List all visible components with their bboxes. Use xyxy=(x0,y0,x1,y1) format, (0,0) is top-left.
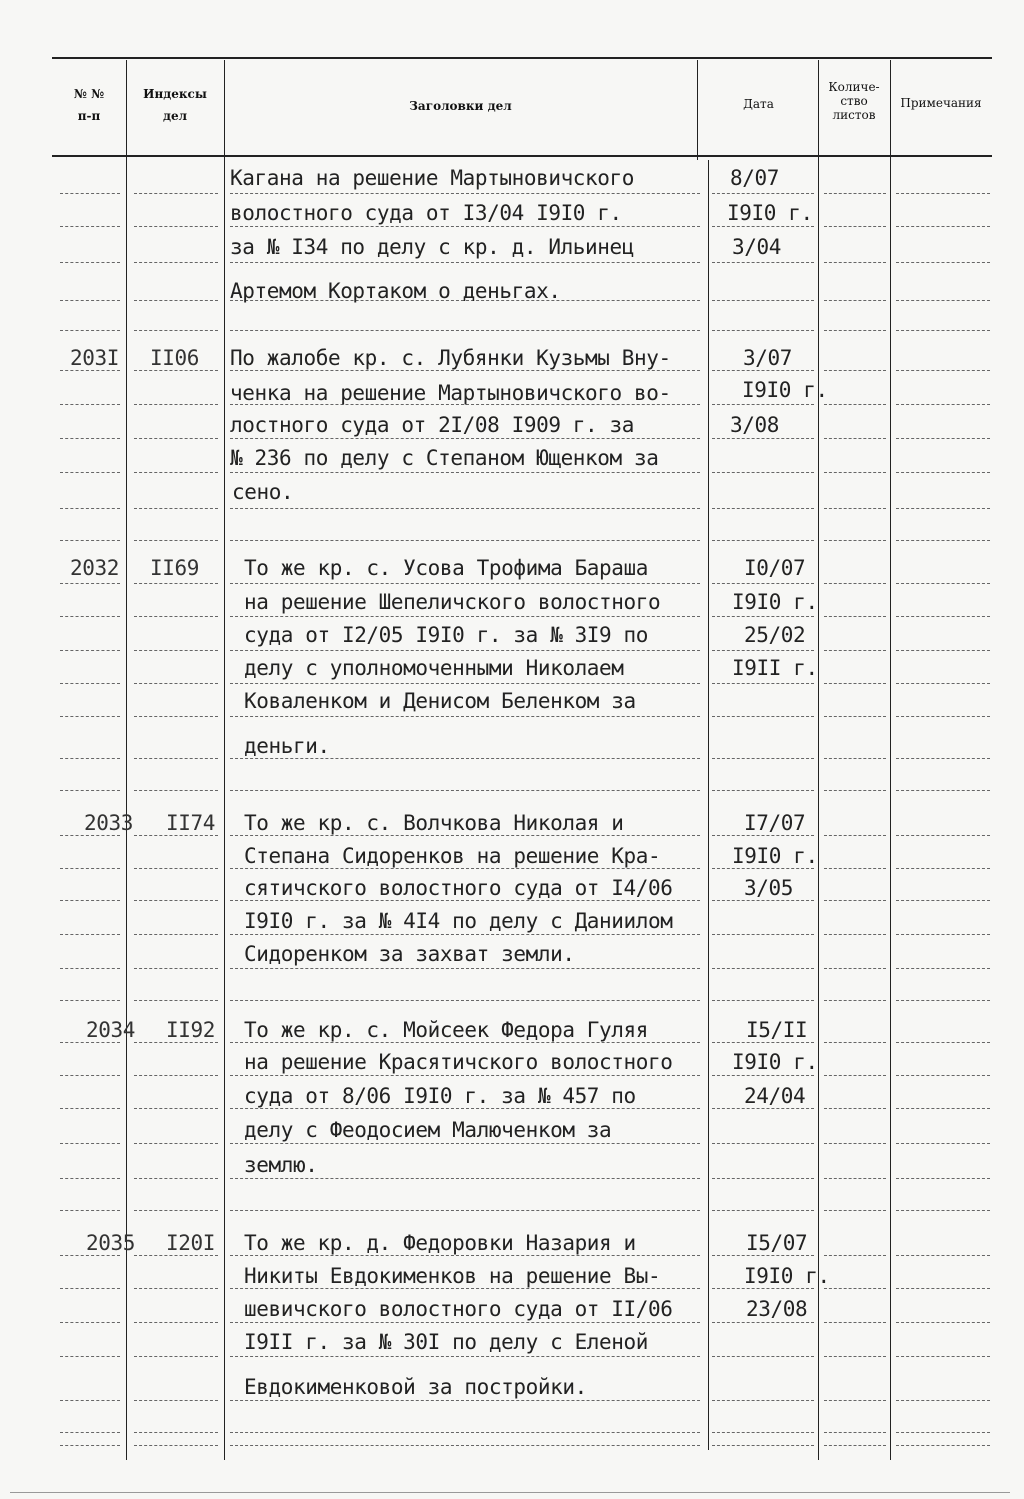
ruled-line xyxy=(896,330,990,331)
ruled-line xyxy=(896,1288,990,1289)
ruled-line xyxy=(896,1322,990,1323)
ruled-line xyxy=(60,900,120,901)
entry-date-line: 23/08 xyxy=(746,1297,808,1321)
ruled-line xyxy=(896,438,990,439)
ruled-line xyxy=(60,716,120,717)
ruled-line xyxy=(824,1000,886,1001)
ruled-line xyxy=(60,1000,120,1001)
ruled-line xyxy=(896,1178,990,1179)
entry-date-line: 8/07 xyxy=(730,166,779,190)
ruled-line xyxy=(134,1108,218,1109)
ruled-line xyxy=(896,683,990,684)
ruled-line xyxy=(134,540,218,541)
entry-title-line: Евдокименковой за постройки. xyxy=(244,1375,587,1399)
ruled-line xyxy=(230,1445,700,1446)
ruled-line xyxy=(60,583,120,584)
ruled-line xyxy=(60,262,120,263)
entry-date-line: 3/08 xyxy=(730,413,779,437)
ruled-line xyxy=(712,583,814,584)
ruled-line xyxy=(60,968,120,969)
ruled-line xyxy=(134,900,218,901)
ruled-line xyxy=(134,330,218,331)
header-number-line1: № № xyxy=(73,87,105,101)
ruled-line xyxy=(60,508,120,509)
ruled-line xyxy=(824,683,886,684)
ruled-line xyxy=(134,1075,218,1076)
entry-date-line: I9II г. xyxy=(732,656,818,680)
ruled-line xyxy=(824,1210,886,1211)
ruled-line xyxy=(712,683,814,684)
ruled-line xyxy=(896,790,990,791)
entry-title-line: То же кр. д. Федоровки Назария и xyxy=(244,1231,636,1255)
entry-title-line: То же кр. с. Усова Трофима Бараша xyxy=(244,556,649,580)
ruled-line xyxy=(824,1445,886,1446)
ruled-line xyxy=(134,1288,218,1289)
ruled-line xyxy=(896,868,990,869)
ruled-line xyxy=(230,330,700,331)
ruled-line xyxy=(896,758,990,759)
entry-date-line: I9I0 г. xyxy=(742,378,828,402)
ruled-line xyxy=(896,1445,990,1446)
ruled-line xyxy=(712,968,814,969)
ruled-line xyxy=(896,716,990,717)
header-count-line1: Количе- xyxy=(828,80,880,94)
ruled-line xyxy=(824,1255,886,1256)
ruled-line xyxy=(134,508,218,509)
ruled-line xyxy=(824,438,886,439)
ruled-line xyxy=(896,508,990,509)
ruled-line xyxy=(712,330,814,331)
ruled-line xyxy=(134,404,218,405)
ruled-line xyxy=(134,1322,218,1323)
ruled-line xyxy=(60,300,120,301)
ruled-line xyxy=(60,683,120,684)
ruled-line xyxy=(712,716,814,717)
ruled-line xyxy=(824,1178,886,1179)
ruled-line xyxy=(824,370,886,371)
header-bottom-rule xyxy=(52,155,992,157)
ruled-line xyxy=(712,934,814,935)
ruled-line xyxy=(230,716,700,717)
entry-title-line: на решение Шепеличского волостного xyxy=(244,590,661,614)
ruled-line xyxy=(896,1143,990,1144)
ruled-line xyxy=(60,616,120,617)
ruled-line xyxy=(60,1108,120,1109)
ruled-line xyxy=(824,583,886,584)
entry-title-line: Артемом Кортаком о деньгах. xyxy=(230,279,561,303)
ruled-line xyxy=(824,508,886,509)
header-date xyxy=(701,97,816,112)
ruled-line xyxy=(824,226,886,227)
entry-title-line: I9I0 г. за № 4I4 по делу с Даниилом xyxy=(244,909,673,933)
top-rule xyxy=(52,57,992,59)
ruled-line xyxy=(824,404,886,405)
entry-index: II06 xyxy=(150,346,199,370)
entry-title-line: Степана Сидоренков на решение Кра- xyxy=(244,844,661,868)
header-title xyxy=(228,99,693,114)
ruled-line xyxy=(824,716,886,717)
ruled-line xyxy=(134,1400,218,1401)
bottom-rule xyxy=(10,1492,1010,1493)
ruled-line xyxy=(60,790,120,791)
entry-title-line: сено. xyxy=(232,480,294,504)
ruled-line xyxy=(824,1143,886,1144)
ruled-line xyxy=(896,262,990,263)
entry-title-line: То же кр. с. Мойсеек Федора Гуляя xyxy=(244,1018,649,1042)
entry-title-line: деньги. xyxy=(244,734,330,758)
header-title-text: Заголовки дел xyxy=(409,99,512,113)
ruled-line xyxy=(60,404,120,405)
ruled-line xyxy=(60,1288,120,1289)
ruled-line xyxy=(824,934,886,935)
header-notes xyxy=(890,96,992,111)
ruled-line xyxy=(60,1400,120,1401)
entry-number: 2034 xyxy=(86,1018,135,1042)
ruled-line xyxy=(712,1178,814,1179)
ruled-line xyxy=(896,1356,990,1357)
ruled-line xyxy=(824,758,886,759)
ruled-line xyxy=(712,1000,814,1001)
ruled-line xyxy=(134,300,218,301)
ruled-line xyxy=(896,404,990,405)
ruled-line xyxy=(60,438,120,439)
ruled-line xyxy=(230,650,700,651)
ruled-line xyxy=(60,1322,120,1323)
ruled-line xyxy=(134,934,218,935)
ruled-line xyxy=(134,758,218,759)
column-divider xyxy=(890,60,891,1460)
ruled-line xyxy=(230,790,700,791)
entry-title-line: волостного суда от I3/04 I9I0 г. xyxy=(230,201,622,225)
entry-title-line: лостного суда от 2I/08 I909 г. за xyxy=(230,413,635,437)
ruled-line xyxy=(134,616,218,617)
ruled-line xyxy=(896,968,990,969)
entry-date-line: I9I0 г. xyxy=(727,201,813,225)
ruled-line xyxy=(134,1143,218,1144)
ruled-line xyxy=(60,934,120,935)
ruled-line xyxy=(712,1356,814,1357)
ruled-line xyxy=(134,226,218,227)
ruled-line xyxy=(896,193,990,194)
entry-index: II92 xyxy=(166,1018,215,1042)
ruled-line xyxy=(134,1000,218,1001)
ruled-line xyxy=(60,472,120,473)
entry-title-line: суда от I2/05 I9I0 г. за № 3I9 по xyxy=(244,623,649,647)
ruled-line xyxy=(230,262,700,263)
ruled-line xyxy=(824,540,886,541)
column-divider xyxy=(697,60,698,160)
ruled-line xyxy=(896,650,990,651)
ruled-line xyxy=(824,1288,886,1289)
ruled-line xyxy=(230,540,700,541)
entry-date-line: I9I0 г. xyxy=(732,590,818,614)
ruled-line xyxy=(230,1000,700,1001)
ruled-line xyxy=(230,1210,700,1211)
ruled-line xyxy=(712,193,814,194)
ruled-line xyxy=(712,1143,814,1144)
ruled-line xyxy=(824,835,886,836)
entry-number: 203I xyxy=(70,346,119,370)
ruled-line xyxy=(896,616,990,617)
entry-title-line: Сидоренком за захват земли. xyxy=(244,942,575,966)
ruled-line xyxy=(230,683,700,684)
ruled-line xyxy=(824,330,886,331)
header-count-line3: листов xyxy=(832,108,876,122)
ruled-line xyxy=(896,540,990,541)
entry-title-line: № 236 по делу с Степаном Ющенком за xyxy=(230,446,659,470)
ruled-line xyxy=(896,1042,990,1043)
ruled-line xyxy=(896,835,990,836)
ruled-line xyxy=(896,1108,990,1109)
ruled-line xyxy=(712,1432,814,1433)
ruled-line xyxy=(134,193,218,194)
ruled-line xyxy=(134,650,218,651)
ruled-line xyxy=(896,900,990,901)
entry-title-line: сятичского волостного суда от I4/06 xyxy=(244,876,673,900)
entry-date-line: 3/04 xyxy=(732,235,781,259)
ruled-line xyxy=(896,472,990,473)
ruled-line xyxy=(712,758,814,759)
ruled-line xyxy=(712,790,814,791)
ruled-line xyxy=(60,193,120,194)
header-count-line2: ство xyxy=(840,94,868,108)
ruled-line xyxy=(712,1400,814,1401)
ruled-line xyxy=(230,193,700,194)
entry-date-line: 24/04 xyxy=(744,1084,806,1108)
ruled-line xyxy=(824,616,886,617)
column-divider xyxy=(224,60,225,1460)
entry-title-line: землю. xyxy=(244,1153,318,1177)
ruled-line xyxy=(824,968,886,969)
ruled-line xyxy=(824,650,886,651)
ruled-line xyxy=(60,650,120,651)
ruled-line xyxy=(60,758,120,759)
entry-title-line: суда от 8/06 I9I0 г. за № 457 по xyxy=(244,1084,636,1108)
ruled-line xyxy=(824,262,886,263)
ruled-line xyxy=(230,583,700,584)
ruled-line xyxy=(134,262,218,263)
entry-title-line: шевичского волостного суда от II/06 xyxy=(244,1297,673,1321)
ruled-line xyxy=(896,1210,990,1211)
entry-number: 2033 xyxy=(84,811,133,835)
ruled-line xyxy=(824,300,886,301)
ruled-line xyxy=(230,508,700,509)
entry-date-line: I9I0 г. xyxy=(744,1264,830,1288)
entry-index: II69 xyxy=(150,556,199,580)
ruled-line xyxy=(896,1000,990,1001)
ruled-line xyxy=(712,1210,814,1211)
ruled-line xyxy=(712,650,814,651)
ruled-line xyxy=(712,540,814,541)
header-index xyxy=(130,87,220,124)
entry-date-line: 3/05 xyxy=(744,876,793,900)
ruled-line xyxy=(134,438,218,439)
ruled-line xyxy=(824,472,886,473)
column-divider xyxy=(708,160,709,1450)
ruled-line xyxy=(896,1432,990,1433)
entry-date-line: I7/07 xyxy=(744,811,806,835)
ruled-line xyxy=(60,330,120,331)
ruled-line xyxy=(896,300,990,301)
ruled-line xyxy=(824,1042,886,1043)
entry-date-line: 25/02 xyxy=(744,623,806,647)
ruled-line xyxy=(712,508,814,509)
entry-title-line: I9II г. за № 30I по делу с Еленой xyxy=(244,1330,649,1354)
ruled-line xyxy=(134,716,218,717)
ruled-line xyxy=(134,868,218,869)
ruled-line xyxy=(60,1075,120,1076)
ruled-line xyxy=(134,683,218,684)
entry-index: I20I xyxy=(166,1231,215,1255)
entry-date-line: I9I0 г. xyxy=(732,1050,818,1074)
entry-title-line: По жалобе кр. с. Лубянки Кузьмы Вну- xyxy=(230,346,671,370)
ruled-line xyxy=(824,193,886,194)
ruled-line xyxy=(824,900,886,901)
ruled-line xyxy=(60,1178,120,1179)
ruled-line xyxy=(896,934,990,935)
entry-number: 2032 xyxy=(70,556,119,580)
ruled-line xyxy=(134,1210,218,1211)
ruled-line xyxy=(896,1255,990,1256)
ruled-line xyxy=(134,1356,218,1357)
entry-title-line: Никиты Евдокименков на решение Вы- xyxy=(244,1264,661,1288)
header-index-line1: Индексы xyxy=(143,87,207,101)
ruled-line xyxy=(896,226,990,227)
entry-index: II74 xyxy=(166,811,215,835)
ruled-line xyxy=(824,1432,886,1433)
ruled-line xyxy=(896,1400,990,1401)
ruled-line xyxy=(134,1178,218,1179)
ruled-line xyxy=(134,790,218,791)
entry-title-line: за № I34 по делу с кр. д. Ильинец xyxy=(230,235,635,259)
ruled-line xyxy=(712,472,814,473)
ruled-line xyxy=(824,790,886,791)
ruled-line xyxy=(824,1400,886,1401)
entry-date-line: I5/II xyxy=(746,1018,808,1042)
entry-title-line: Коваленком и Денисом Беленком за xyxy=(244,689,636,713)
ruled-line xyxy=(60,1356,120,1357)
ruled-line xyxy=(896,370,990,371)
ruled-line xyxy=(824,1075,886,1076)
ruled-line xyxy=(230,1432,700,1433)
ruled-line xyxy=(712,262,814,263)
header-notes-text: Примечания xyxy=(900,96,982,110)
ruled-line xyxy=(134,1445,218,1446)
entry-title-line: делу с Феодосием Малюченком за xyxy=(244,1118,612,1142)
ruled-line xyxy=(896,583,990,584)
entry-title-line: То же кр. с. Волчкова Николая и xyxy=(244,811,624,835)
ruled-line xyxy=(712,300,814,301)
ruled-line xyxy=(60,226,120,227)
header-date-text: Дата xyxy=(743,97,774,111)
ruled-line xyxy=(134,472,218,473)
ruled-line xyxy=(60,1143,120,1144)
entry-date-line: I5/07 xyxy=(746,1231,808,1255)
ruled-line xyxy=(712,1445,814,1446)
entry-title-line: на решение Красятичского волостного xyxy=(244,1050,673,1074)
ruled-line xyxy=(824,1108,886,1109)
ruled-line xyxy=(134,583,218,584)
ruled-line xyxy=(60,1210,120,1211)
entry-date-line: 3/07 xyxy=(743,346,792,370)
ruled-line xyxy=(60,1432,120,1433)
ruled-line xyxy=(134,1432,218,1433)
ruled-line xyxy=(824,1322,886,1323)
header-number xyxy=(56,87,122,124)
ruled-line xyxy=(60,540,120,541)
ruled-line xyxy=(896,1075,990,1076)
header-sheet-count xyxy=(816,80,892,122)
entry-title-line: Кагана на решение Мартыновичского xyxy=(230,166,635,190)
ruled-line xyxy=(134,968,218,969)
entry-date-line: I9I0 г. xyxy=(732,844,818,868)
ruled-line xyxy=(824,868,886,869)
ruled-line xyxy=(824,1356,886,1357)
header-number-line2: п-п xyxy=(77,109,101,123)
column-divider xyxy=(818,60,819,1460)
ruled-line xyxy=(60,868,120,869)
ruled-line xyxy=(60,1445,120,1446)
entry-date-line: I0/07 xyxy=(744,556,806,580)
entry-number: 2035 xyxy=(86,1231,135,1255)
header-index-line2: дел xyxy=(162,109,188,123)
entry-title-line: делу с уполномоченными Николаем xyxy=(244,656,624,680)
entry-title-line: ченка на решение Мартыновичского во- xyxy=(230,381,671,405)
